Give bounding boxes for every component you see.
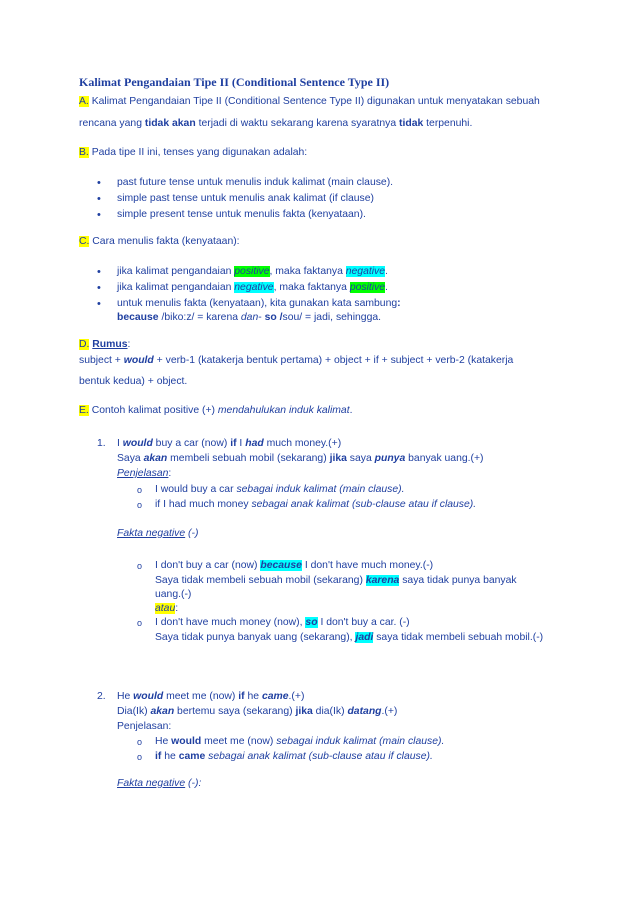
- list-item: o I would buy a car sebagai induk kalimat (main clause).: [155, 485, 405, 495]
- list-item-continuation: because /biko:z/ = karena dan- so /sou/ = jadi, sehingga.: [117, 312, 382, 323]
- fakta-heading: Fakta negative (-):: [117, 778, 202, 789]
- example-sentence: He would meet me (now) if he came.(+): [117, 691, 305, 702]
- list-item: o He would meet me (now) sebagai induk kalimat (main clause).: [155, 737, 444, 747]
- penjelasan-heading: Penjelasan:: [117, 721, 172, 732]
- section-d-label: D.: [79, 339, 90, 350]
- section-c-label: C.: [79, 236, 90, 247]
- list-item: • jika kalimat pengandaian negative, maka faktanya positive.: [117, 283, 388, 293]
- list-item-continuation: uang.(-): [155, 589, 192, 600]
- list-item: o if I had much money sebagai anak kalimat (sub-clause atau if clause).: [155, 500, 476, 510]
- penjelasan-heading: Penjelasan:: [117, 468, 172, 479]
- section-a-label: A.: [79, 96, 89, 107]
- list-item: • untuk menulis fakta (kenyataan), kita gunakan kata sambung:: [117, 299, 401, 309]
- example-sentence: I would buy a car (now) if I had much money.(+): [117, 438, 342, 449]
- example-number: 2.: [97, 691, 106, 702]
- list-item-continuation: Saya tidak punya banyak uang (sekarang), jadi saya tidak membeli sebuah mobil.(-): [155, 632, 544, 643]
- section-c-intro: C. Cara menulis fakta (kenyataan):: [79, 236, 240, 247]
- section-a-line1: [79, 97, 540, 107]
- section-d-heading: D. Rumus:: [79, 339, 131, 350]
- example-translation: Dia(Ik) akan bertemu saya (sekarang) jika dia(Ik) datang.(+): [117, 706, 398, 717]
- list-item: o I don't buy a car (now) because I don't have much money.(-): [155, 561, 433, 571]
- list-item: o if he came sebagai anak kalimat (sub-clause atau if clause).: [155, 752, 433, 762]
- list-item: • simple present tense untuk menulis fakta (kenyataan).: [117, 210, 366, 220]
- section-e-label: E.: [79, 405, 89, 416]
- section-b-label: B.: [79, 147, 89, 158]
- example-number: 1.: [97, 438, 106, 449]
- list-item: • jika kalimat pengandaian positive, maka faktanya negative.: [117, 267, 388, 277]
- formula-line1: subject + would + verb-1 (katakerja bentuk pertama) + object + if + subject + verb-2 (katakerja: [79, 355, 514, 366]
- section-a-text: Kalimat Pengandaian Tipe II (Conditional Sentence Type II) digunakan untuk menyatakan sebuah: [91, 96, 540, 107]
- section-b-intro: B. Pada tipe II ini, tenses yang digunakan adalah:: [79, 147, 308, 158]
- list-item: • simple past tense untuk menulis anak kalimat (if clause): [117, 194, 374, 204]
- list-item-continuation: Saya tidak membeli sebuah mobil (sekarang) karena saya tidak punya banyak: [155, 575, 517, 586]
- page-title: Kalimat Pengandaian Tipe II (Conditional Sentence Type II): [79, 75, 390, 89]
- example-translation: Saya akan membeli sebuah mobil (sekarang) jika saya punya banyak uang.(+): [117, 453, 484, 464]
- formula-line2: bentuk kedua) + object.: [79, 376, 188, 387]
- list-item: o I don't have much money (now), so I don't buy a car. (-): [155, 618, 410, 628]
- section-e-intro: E. Contoh kalimat positive (+) mendahulukan induk kalimat.: [79, 405, 353, 416]
- list-item: • past future tense untuk menulis induk kalimat (main clause).: [117, 178, 393, 188]
- fakta-heading: Fakta negative (-): [117, 528, 199, 539]
- atau-label: atau:: [155, 603, 179, 614]
- section-a-line2: rencana yang tidak akan terjadi di waktu sekarang karena syaratnya tidak terpenuhi.: [79, 118, 473, 129]
